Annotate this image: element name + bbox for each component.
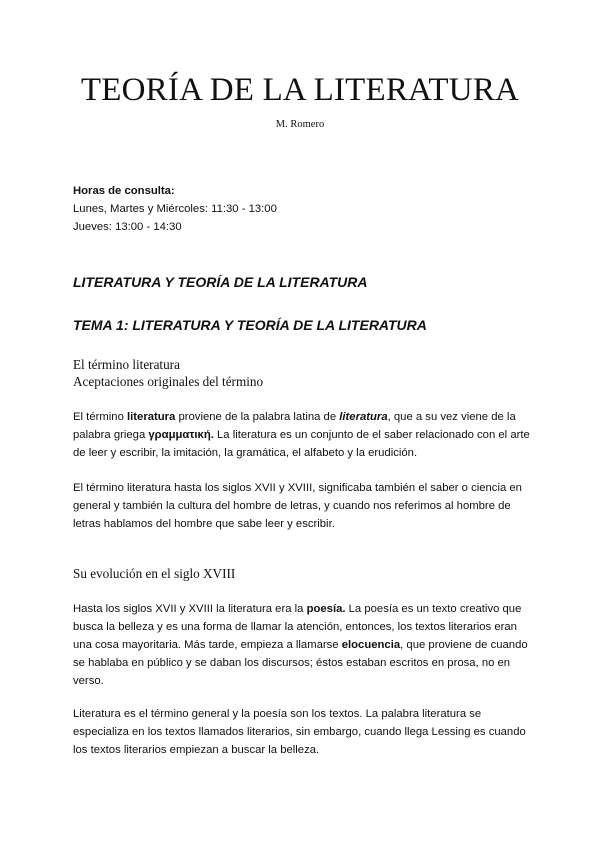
text-run: El término [73, 411, 127, 423]
text-run: , que proviene de cuando se hablaba en público y se daban los discursos; éstos estaban escritos en prosa, no en verso. [73, 639, 528, 687]
bold-term: literatura [127, 411, 176, 423]
text-run: La literatura es un conjunto de el saber relacionado con el arte de leer y escribir, la imitación, la gramática, el alfabeto y la erudición. [73, 429, 530, 459]
office-hours-line: Lunes, Martes y Miércoles: 11:30 - 13:00 [73, 203, 277, 215]
text-run: , que a su vez viene de la palabra griega [73, 411, 516, 441]
text-run: proviene de la palabra latina de [175, 411, 340, 423]
text-run: Literatura es el término general y la poesía son los textos. La palabra literatura se especializa en los textos llamados literarios, sin embargo, cuando llega Lessing es cuando los textos literarios empiezan a buscar la belleza. [73, 708, 526, 756]
paragraph [73, 600, 533, 690]
bold-term: γραμματική. [148, 429, 214, 441]
subheading-line: Aceptaciones originales del término [73, 374, 264, 389]
text-run: Hasta los siglos XVII y XVIII la literatura era la [73, 603, 307, 615]
subheading-line: El término literatura [73, 357, 180, 372]
bold-italic-term: literatura [339, 411, 388, 423]
text-run: La poesía es un texto creativo que busca la belleza y es una forma de llamar la atención, entonces, los textos literarios eran una cosa mayoritaria. Más tarde, empieza a llamarse [73, 603, 522, 651]
subheading: Su evolución en el siglo XVIII [73, 566, 236, 581]
paragraph [73, 479, 533, 533]
office-hours [73, 182, 533, 236]
paragraph [73, 705, 533, 759]
document-title: TEORÍA DE LA LITERATURA [80, 72, 520, 108]
office-hours-label: Horas de consulta: [73, 185, 175, 197]
subheading [73, 356, 533, 390]
bold-term: elocuencia [341, 639, 401, 651]
document-author: M. Romero [275, 119, 325, 130]
bold-term: poesía. [306, 603, 346, 615]
paragraph [73, 408, 533, 462]
office-hours-line: Jueves: 13:00 - 14:30 [73, 221, 182, 233]
topic-heading: TEMA 1: LITERATURA Y TEORÍA DE LA LITERATURA [73, 317, 427, 333]
text-run: El término literatura hasta los siglos XVII y XVIII, significaba también el saber o ciencia en general y también la cultura del hombre de letras, y cuando nos referimos al hombre de letras hablamos del hombre que sabe leer y escribir. [73, 482, 522, 530]
section-heading: LITERATURA Y TEORÍA DE LA LITERATURA [73, 274, 368, 290]
